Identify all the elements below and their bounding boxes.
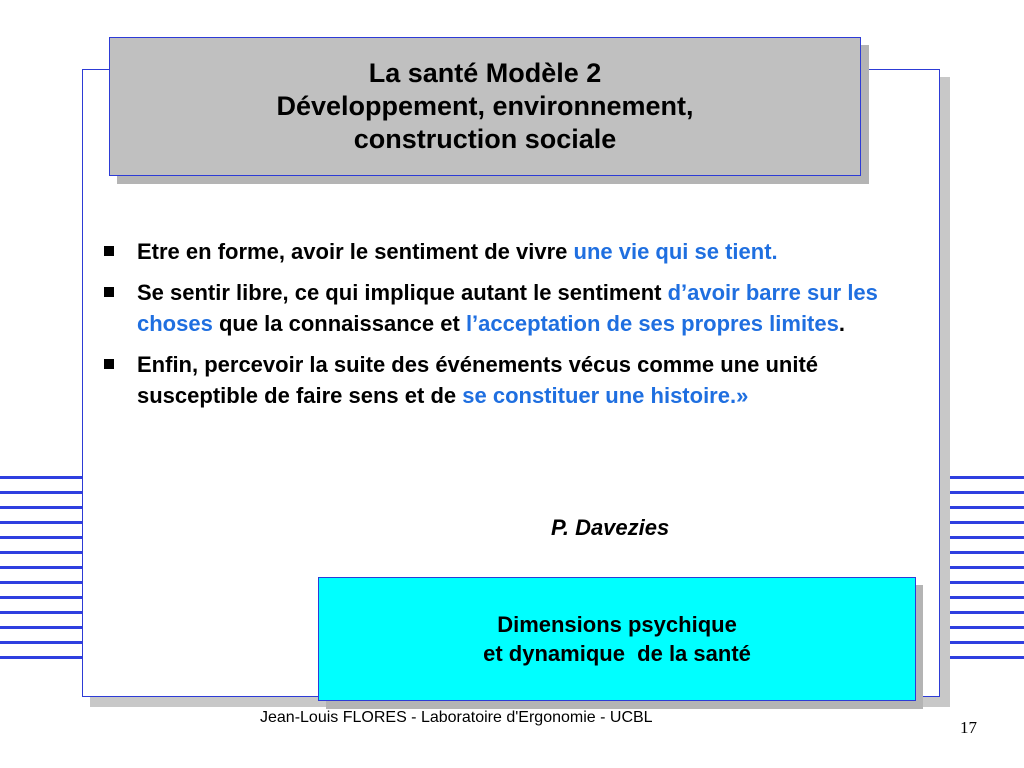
title-box xyxy=(109,37,861,176)
square-bullet-icon xyxy=(104,287,114,297)
bullet-1-highlight: une vie qui se tient. xyxy=(573,239,778,264)
title-line-1: La santé Modèle 2 xyxy=(368,58,602,88)
title-line-3: construction sociale xyxy=(353,124,617,154)
callout-line-1: Dimensions psychique xyxy=(497,612,737,637)
bullet-1-text: Etre en forme, avoir le sentiment de vivre xyxy=(137,239,574,264)
quote-author: P. Davezies xyxy=(551,515,670,540)
bullet-item-2 xyxy=(100,277,900,339)
bullet-2-highlight-1: d’avoir barre sur les choses xyxy=(137,280,878,336)
bullet-2-highlight-2: l’acceptation de ses propres limites xyxy=(465,311,839,336)
bullet-list xyxy=(100,236,900,421)
title-line-2: Développement, environnement, xyxy=(276,91,694,121)
bullet-2-text-2: que la connaissance et xyxy=(212,311,466,336)
bullet-2-text-1: Se sentir libre, ce qui implique autant le sentiment xyxy=(137,280,668,305)
bullet-item-1 xyxy=(100,236,900,267)
callout-line-2: et dynamique de la santé xyxy=(483,641,751,666)
bullet-2-text-3: . xyxy=(838,311,845,336)
callout-box xyxy=(318,577,916,701)
square-bullet-icon xyxy=(104,246,114,256)
bullet-3-highlight: se constituer une histoire.» xyxy=(462,383,749,408)
square-bullet-icon xyxy=(104,359,114,369)
bullet-item-3 xyxy=(100,349,900,411)
footer-credit: Jean-Louis FLORES - Laboratoire d'Ergonomie - UCBL xyxy=(260,709,653,726)
bullet-3-text: Enfin, percevoir la suite des événements vécus comme une unité susceptible de faire sens et de xyxy=(137,352,819,408)
page-number: 17 xyxy=(960,718,977,737)
